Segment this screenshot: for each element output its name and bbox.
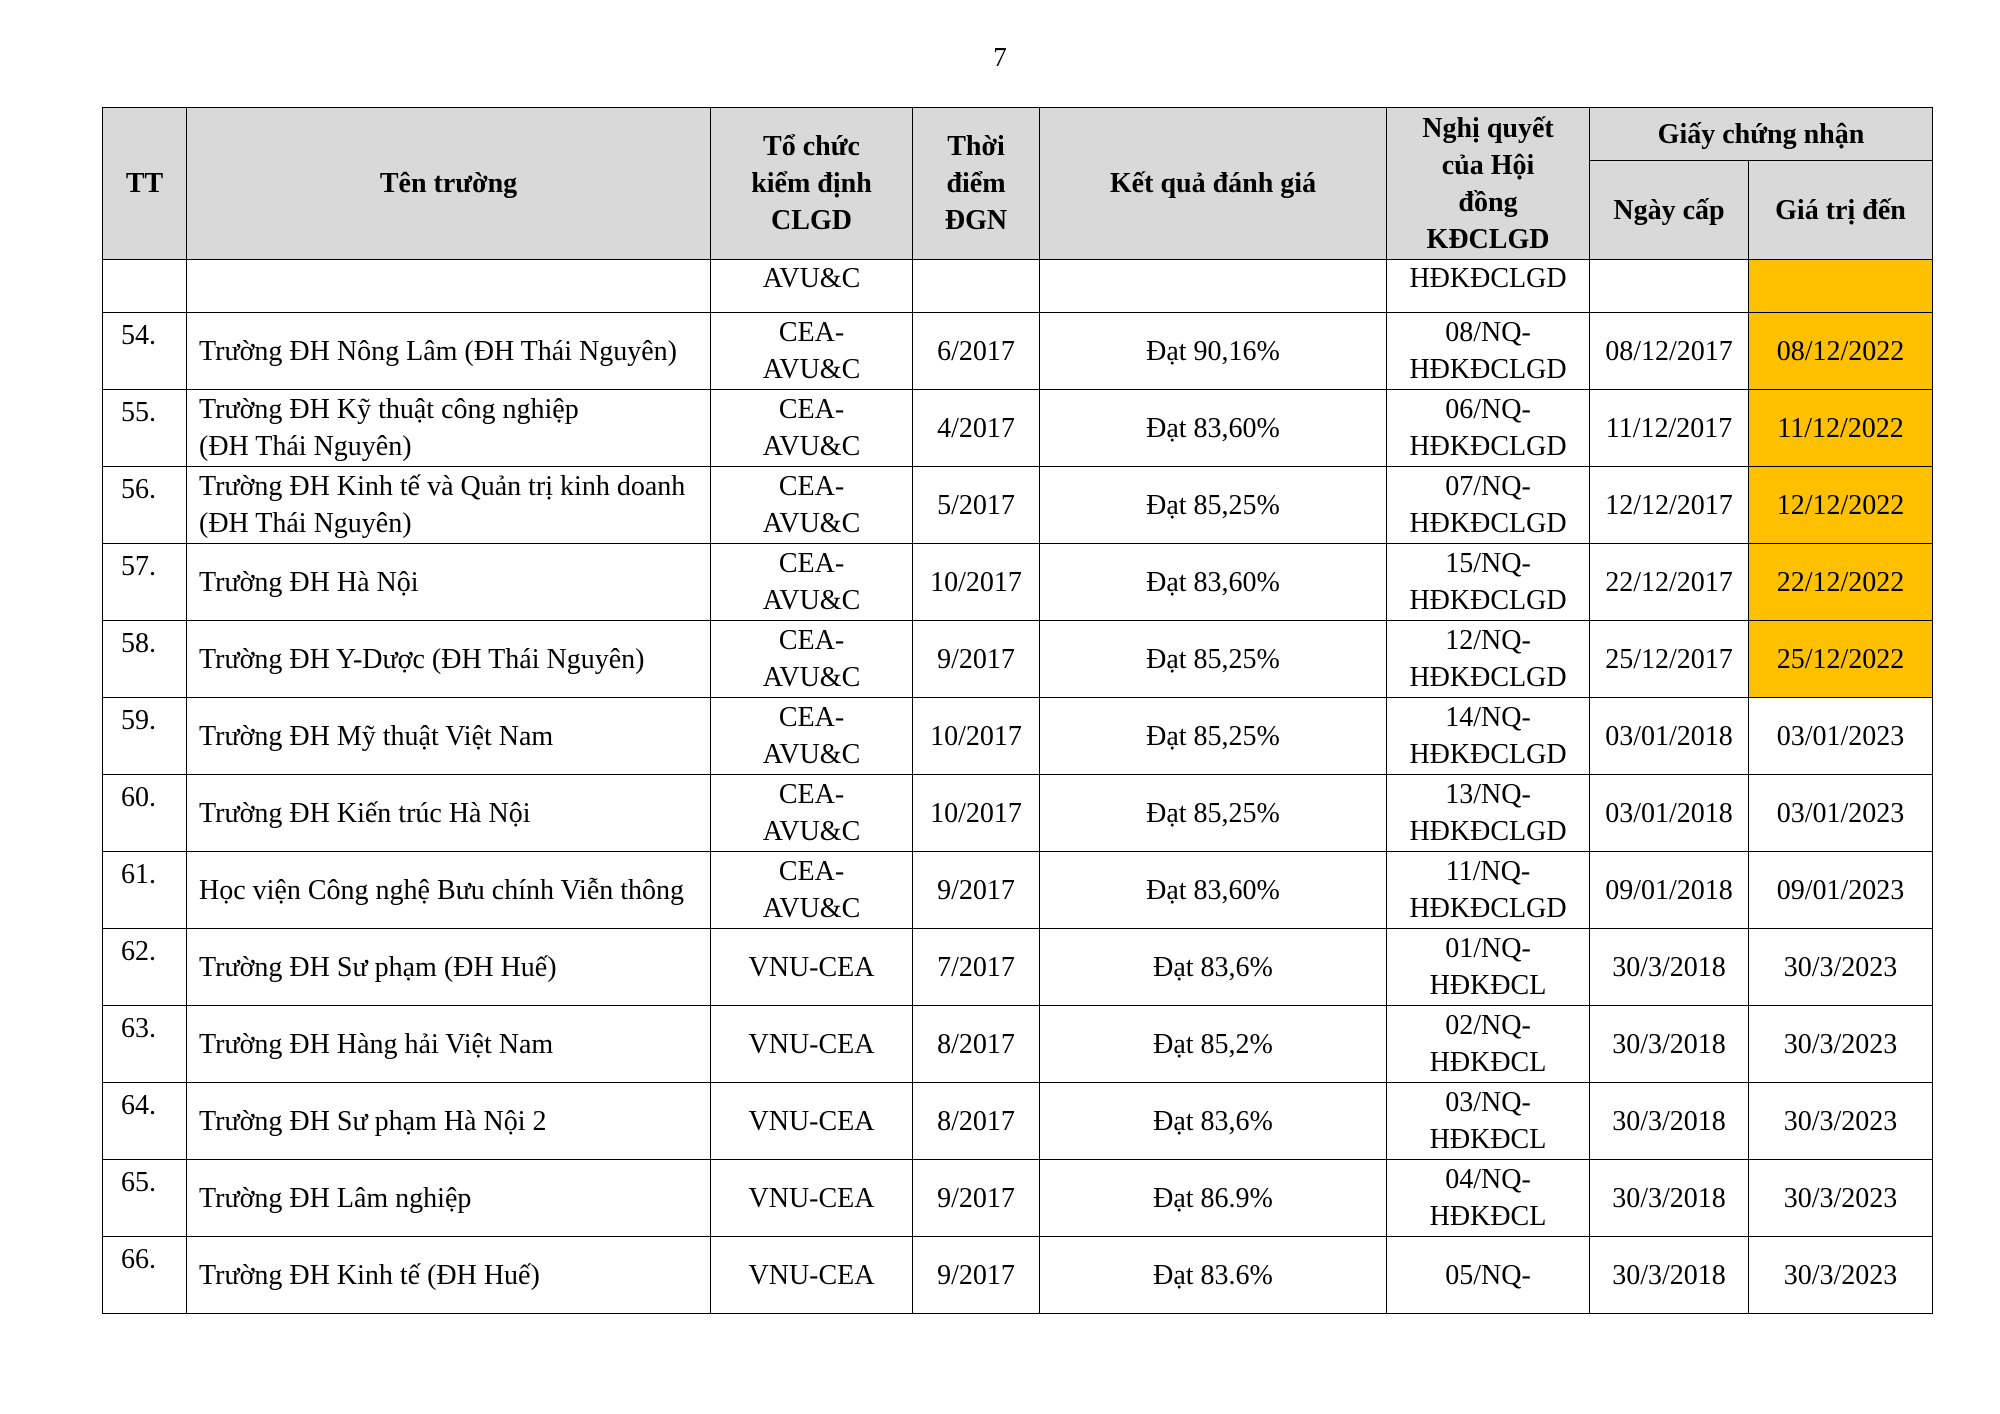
cell-tt: 55. bbox=[103, 390, 187, 467]
cell-school: Trường ĐH Kinh tế (ĐH Huế) bbox=[187, 1237, 711, 1314]
accreditation-table bbox=[102, 107, 1933, 1314]
table-row bbox=[103, 852, 1933, 929]
cell-valid-until: 30/3/2023 bbox=[1749, 1083, 1933, 1160]
table-row bbox=[103, 1237, 1933, 1314]
cell-time: 7/2017 bbox=[913, 929, 1040, 1006]
cell-school: Trường ĐH Hà Nội bbox=[187, 544, 711, 621]
cell-valid-until: 12/12/2022 bbox=[1749, 467, 1933, 544]
cell-time: 10/2017 bbox=[913, 544, 1040, 621]
cell-time: 5/2017 bbox=[913, 467, 1040, 544]
cell-tt: 62. bbox=[103, 929, 187, 1006]
cell-valid-until: 30/3/2023 bbox=[1749, 1160, 1933, 1237]
cell-org: CEA- AVU&C bbox=[711, 775, 913, 852]
header-resolution: Nghị quyết của Hội đồng KĐCLGD bbox=[1387, 108, 1590, 260]
cell-school: Học viện Công nghệ Bưu chính Viễn thông bbox=[187, 852, 711, 929]
cell-school: Trường ĐH Sư phạm (ĐH Huế) bbox=[187, 929, 711, 1006]
cell-valid-until: 22/12/2022 bbox=[1749, 544, 1933, 621]
page-number: 7 bbox=[993, 42, 1007, 72]
cell-school: Trường ĐH Kinh tế và Quản trị kinh doanh (ĐH Thái Nguyên) bbox=[187, 467, 711, 544]
cell-resolution: 03/NQ- HĐKĐCL bbox=[1387, 1083, 1590, 1160]
cell-resolution: HĐKĐCLGD bbox=[1387, 260, 1590, 313]
cell-org: VNU-CEA bbox=[711, 929, 913, 1006]
cell-issue-date: 30/3/2018 bbox=[1590, 1083, 1749, 1160]
cell-tt: 65. bbox=[103, 1160, 187, 1237]
header-tt: TT bbox=[103, 108, 187, 260]
cell-org: CEA- AVU&C bbox=[711, 467, 913, 544]
header-school: Tên trường bbox=[187, 108, 711, 260]
cell-valid-until: 03/01/2023 bbox=[1749, 775, 1933, 852]
cell-tt: 59. bbox=[103, 698, 187, 775]
cell-tt: 58. bbox=[103, 621, 187, 698]
header-issue-date: Ngày cấp bbox=[1590, 161, 1749, 260]
cell-result: Đạt 90,16% bbox=[1040, 313, 1387, 390]
cell-resolution: 11/NQ- HĐKĐCLGD bbox=[1387, 852, 1590, 929]
cell-org: CEA- AVU&C bbox=[711, 544, 913, 621]
cell-resolution: 05/NQ- bbox=[1387, 1237, 1590, 1314]
cell-valid-until: 08/12/2022 bbox=[1749, 313, 1933, 390]
cell-issue-date: 03/01/2018 bbox=[1590, 698, 1749, 775]
table-row bbox=[103, 929, 1933, 1006]
cell-org: VNU-CEA bbox=[711, 1160, 913, 1237]
cell-issue-date: 22/12/2017 bbox=[1590, 544, 1749, 621]
table-row bbox=[103, 544, 1933, 621]
cell-issue-date: 30/3/2018 bbox=[1590, 1006, 1749, 1083]
cell-result: Đạt 83.6% bbox=[1040, 1237, 1387, 1314]
cell-time: 4/2017 bbox=[913, 390, 1040, 467]
cell-result: Đạt 83,6% bbox=[1040, 929, 1387, 1006]
table-row bbox=[103, 467, 1933, 544]
cell-time: 9/2017 bbox=[913, 621, 1040, 698]
cell-result: Đạt 86.9% bbox=[1040, 1160, 1387, 1237]
cell-resolution: 12/NQ- HĐKĐCLGD bbox=[1387, 621, 1590, 698]
cell-resolution: 06/NQ- HĐKĐCLGD bbox=[1387, 390, 1590, 467]
cell-issue-date: 12/12/2017 bbox=[1590, 467, 1749, 544]
header-row bbox=[103, 108, 1933, 161]
cell-org: VNU-CEA bbox=[711, 1237, 913, 1314]
cell-tt: 57. bbox=[103, 544, 187, 621]
table-row bbox=[103, 390, 1933, 467]
cell-time: 6/2017 bbox=[913, 313, 1040, 390]
cell-result: Đạt 85,25% bbox=[1040, 775, 1387, 852]
cell-time: 8/2017 bbox=[913, 1083, 1040, 1160]
header-result: Kết quả đánh giá bbox=[1040, 108, 1387, 260]
cell-result: Đạt 83,60% bbox=[1040, 544, 1387, 621]
cell-result: Đạt 83,6% bbox=[1040, 1083, 1387, 1160]
table-row bbox=[103, 621, 1933, 698]
header-valid-until: Giá trị đến bbox=[1749, 161, 1933, 260]
header-time: Thời điểm ĐGN bbox=[913, 108, 1040, 260]
cell-tt: 54. bbox=[103, 313, 187, 390]
cell-valid-until: 11/12/2022 bbox=[1749, 390, 1933, 467]
cell-resolution: 14/NQ- HĐKĐCLGD bbox=[1387, 698, 1590, 775]
cell-tt: 64. bbox=[103, 1083, 187, 1160]
cell-valid-until: 09/01/2023 bbox=[1749, 852, 1933, 929]
cell-valid-until: 30/3/2023 bbox=[1749, 1237, 1933, 1314]
cell-issue-date: 25/12/2017 bbox=[1590, 621, 1749, 698]
cell-result: Đạt 85,25% bbox=[1040, 467, 1387, 544]
cell-issue-date: 08/12/2017 bbox=[1590, 313, 1749, 390]
cell-school: Trường ĐH Kỹ thuật công nghiệp (ĐH Thái Nguyên) bbox=[187, 390, 711, 467]
cell-time: 9/2017 bbox=[913, 852, 1040, 929]
table-row bbox=[103, 313, 1933, 390]
table-row-carryover bbox=[103, 260, 1933, 313]
cell-time: 10/2017 bbox=[913, 698, 1040, 775]
cell-school: Trường ĐH Nông Lâm (ĐH Thái Nguyên) bbox=[187, 313, 711, 390]
cell-time: 8/2017 bbox=[913, 1006, 1040, 1083]
header-org: Tổ chức kiểm định CLGD bbox=[711, 108, 913, 260]
cell-result: Đạt 83,60% bbox=[1040, 390, 1387, 467]
cell-school: Trường ĐH Hàng hải Việt Nam bbox=[187, 1006, 711, 1083]
cell-org: VNU-CEA bbox=[711, 1083, 913, 1160]
cell-tt: 61. bbox=[103, 852, 187, 929]
cell-school: Trường ĐH Y-Dược (ĐH Thái Nguyên) bbox=[187, 621, 711, 698]
cell-resolution: 15/NQ- HĐKĐCLGD bbox=[1387, 544, 1590, 621]
cell-resolution: 07/NQ- HĐKĐCLGD bbox=[1387, 467, 1590, 544]
cell-resolution: 02/NQ- HĐKĐCL bbox=[1387, 1006, 1590, 1083]
cell-org: VNU-CEA bbox=[711, 1006, 913, 1083]
cell-time: 9/2017 bbox=[913, 1237, 1040, 1314]
cell-result: Đạt 83,60% bbox=[1040, 852, 1387, 929]
cell-org: CEA- AVU&C bbox=[711, 852, 913, 929]
cell-issue-date: 30/3/2018 bbox=[1590, 1160, 1749, 1237]
cell-result: Đạt 85,2% bbox=[1040, 1006, 1387, 1083]
cell-tt: 66. bbox=[103, 1237, 187, 1314]
cell-school: Trường ĐH Lâm nghiệp bbox=[187, 1160, 711, 1237]
table-row bbox=[103, 698, 1933, 775]
cell-result: Đạt 85,25% bbox=[1040, 621, 1387, 698]
cell-valid-until: 30/3/2023 bbox=[1749, 1006, 1933, 1083]
cell-org: AVU&C bbox=[711, 260, 913, 313]
cell-tt: 63. bbox=[103, 1006, 187, 1083]
cell-result: Đạt 85,25% bbox=[1040, 698, 1387, 775]
cell-valid-until: 30/3/2023 bbox=[1749, 929, 1933, 1006]
cell-school: Trường ĐH Kiến trúc Hà Nội bbox=[187, 775, 711, 852]
cell-tt: 60. bbox=[103, 775, 187, 852]
cell-org: CEA- AVU&C bbox=[711, 390, 913, 467]
header-certificate: Giấy chứng nhận bbox=[1590, 108, 1933, 161]
cell-school: Trường ĐH Sư phạm Hà Nội 2 bbox=[187, 1083, 711, 1160]
cell-valid-until: 03/01/2023 bbox=[1749, 698, 1933, 775]
cell-issue-date: 30/3/2018 bbox=[1590, 1237, 1749, 1314]
cell-issue-date: 11/12/2017 bbox=[1590, 390, 1749, 467]
cell-tt: 56. bbox=[103, 467, 187, 544]
cell-school: Trường ĐH Mỹ thuật Việt Nam bbox=[187, 698, 711, 775]
cell-resolution: 08/NQ- HĐKĐCLGD bbox=[1387, 313, 1590, 390]
table-row bbox=[103, 1160, 1933, 1237]
cell-org: CEA- AVU&C bbox=[711, 313, 913, 390]
table-row bbox=[103, 775, 1933, 852]
table-row bbox=[103, 1006, 1933, 1083]
cell-org: CEA- AVU&C bbox=[711, 621, 913, 698]
cell-resolution: 01/NQ- HĐKĐCL bbox=[1387, 929, 1590, 1006]
table-row bbox=[103, 1083, 1933, 1160]
cell-valid-highlight bbox=[1749, 260, 1933, 313]
cell-time: 10/2017 bbox=[913, 775, 1040, 852]
cell-issue-date: 03/01/2018 bbox=[1590, 775, 1749, 852]
cell-resolution: 04/NQ- HĐKĐCL bbox=[1387, 1160, 1590, 1237]
cell-org: CEA- AVU&C bbox=[711, 698, 913, 775]
cell-resolution: 13/NQ- HĐKĐCLGD bbox=[1387, 775, 1590, 852]
cell-issue-date: 30/3/2018 bbox=[1590, 929, 1749, 1006]
cell-valid-until: 25/12/2022 bbox=[1749, 621, 1933, 698]
cell-time: 9/2017 bbox=[913, 1160, 1040, 1237]
cell-issue-date: 09/01/2018 bbox=[1590, 852, 1749, 929]
